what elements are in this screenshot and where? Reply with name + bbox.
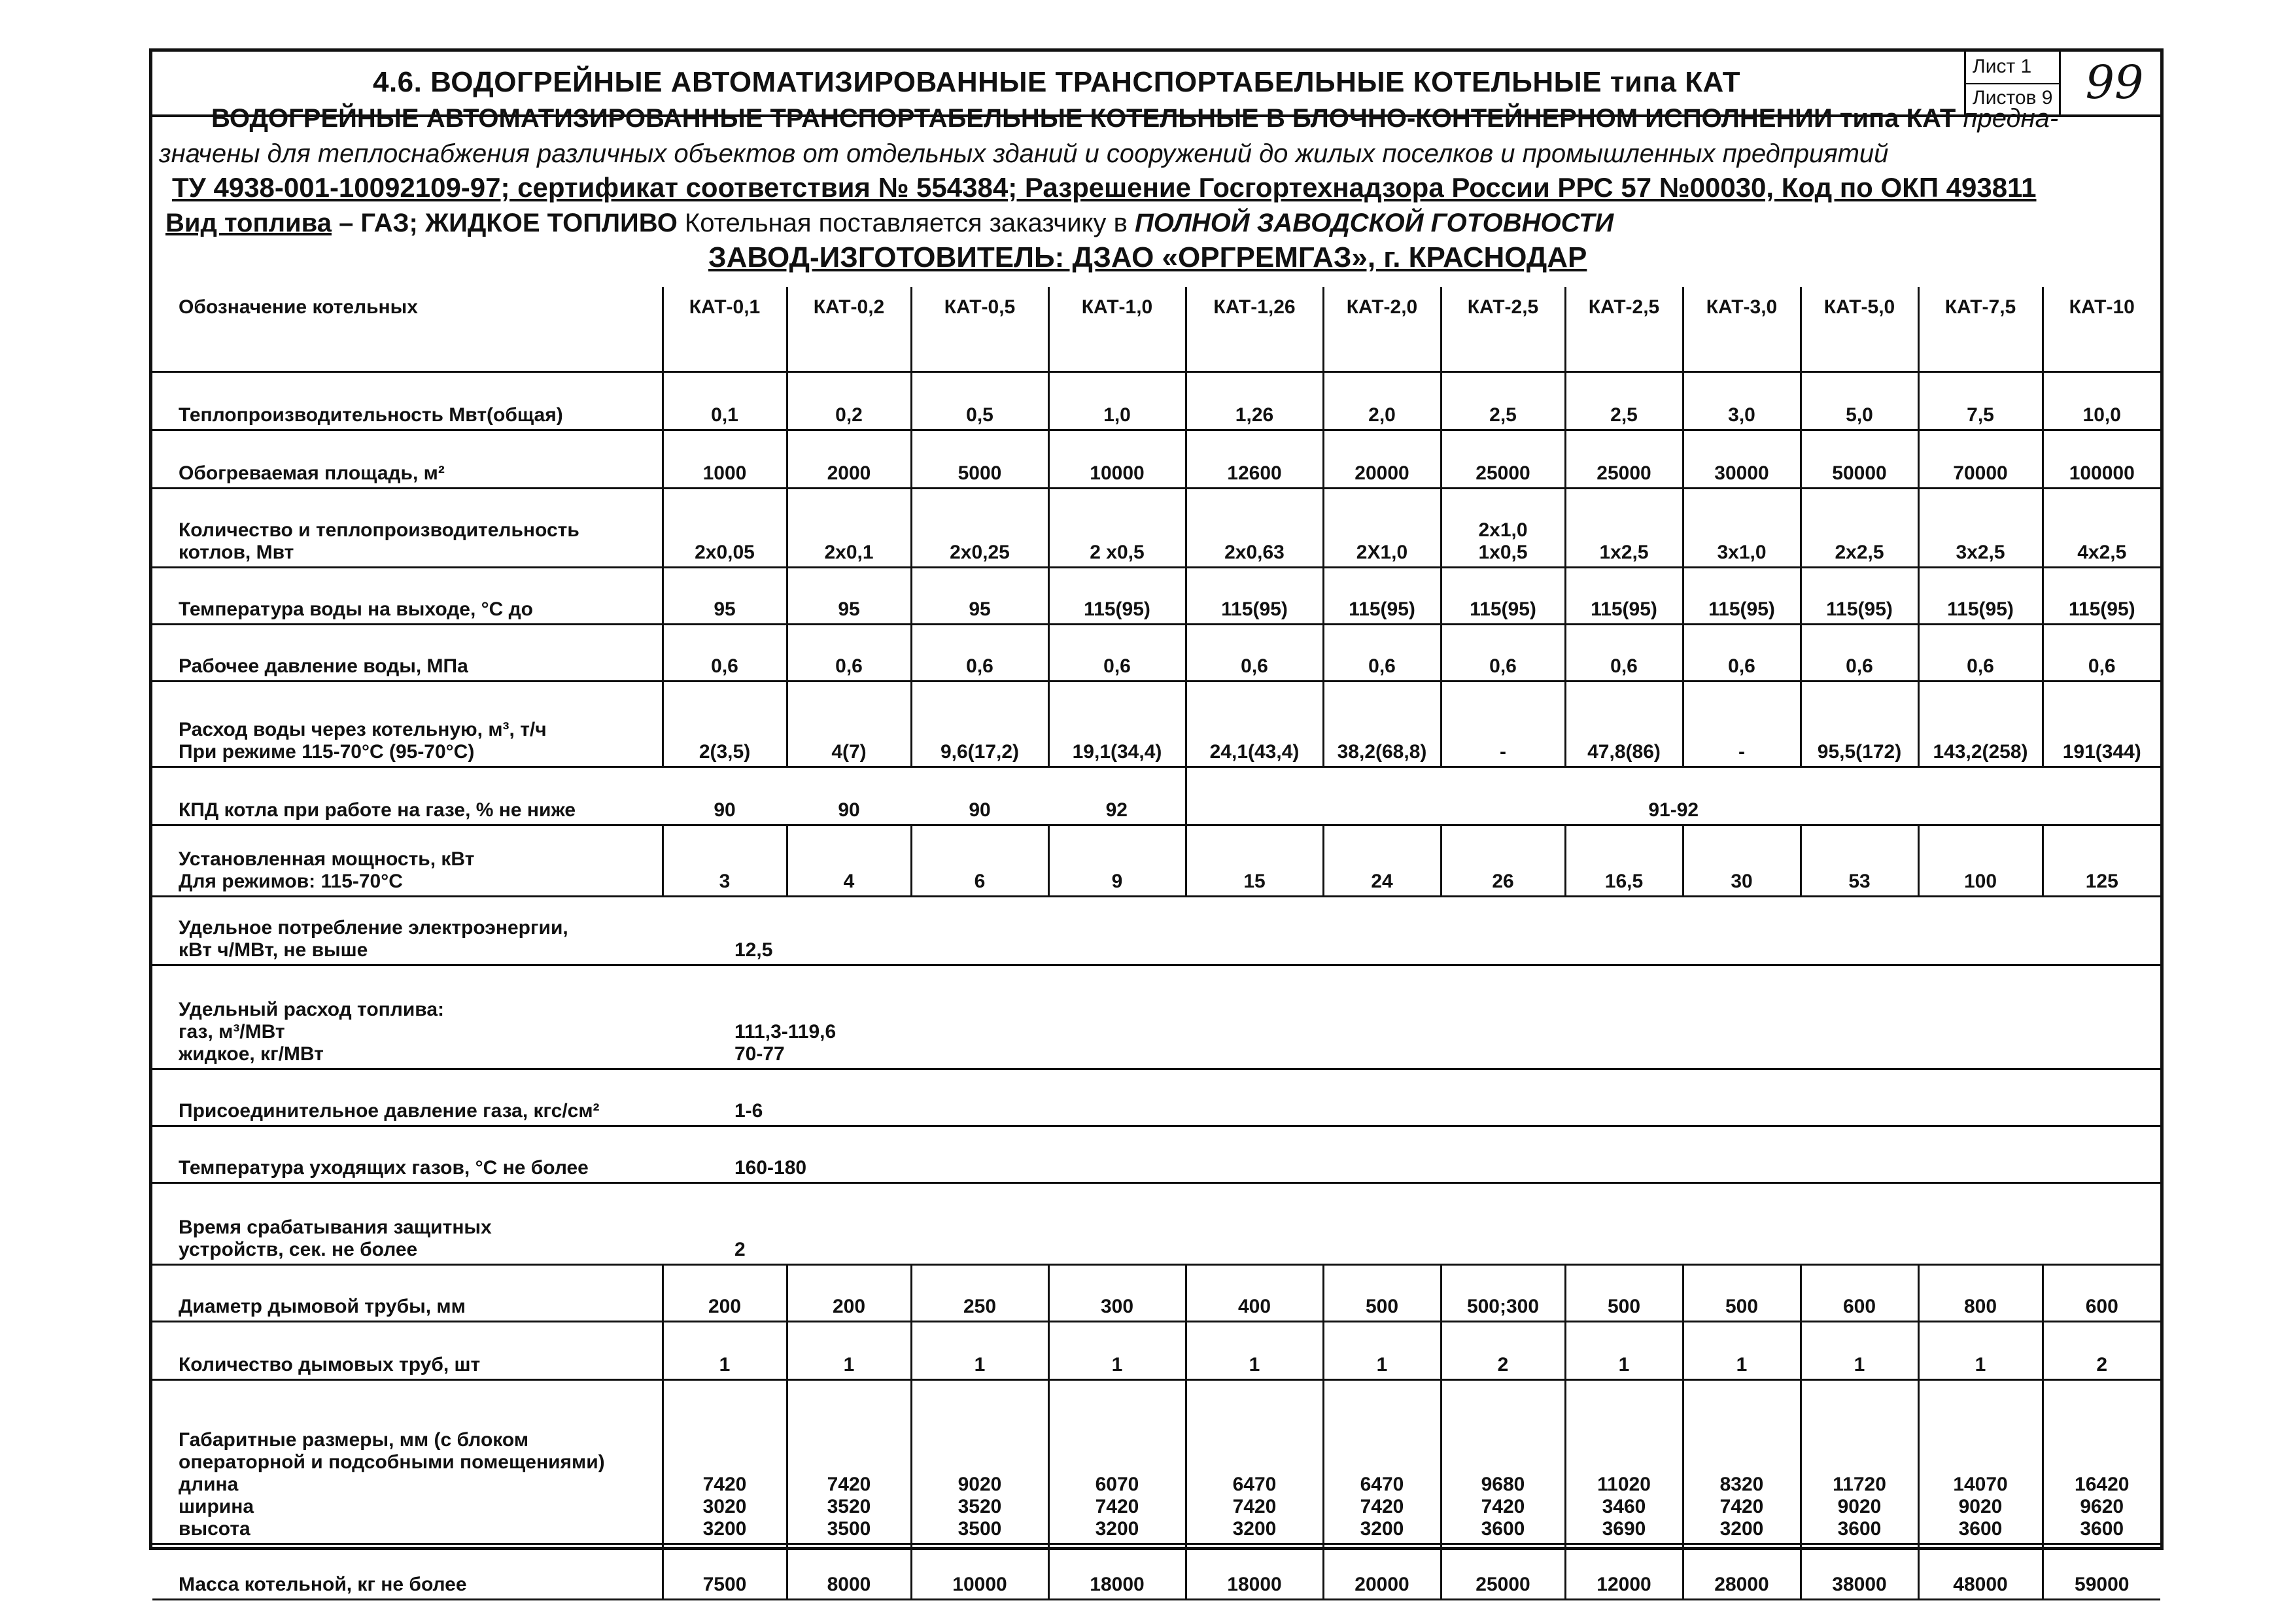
table-cell: 18000 <box>1048 1544 1186 1600</box>
table-cell: 10,0 <box>2043 372 2160 430</box>
table-cell: 2Х1,0 <box>1323 489 1441 568</box>
table-cell: 95 <box>787 568 911 625</box>
column-header: КАТ-1,0 <box>1048 287 1186 372</box>
intro-line-2: значены для теплоснабжения различных объектов от отдельных зданий и сооружений до жилых поселков и промышленных предприятий <box>159 139 1889 168</box>
table-cell: 0,6 <box>1801 625 1918 682</box>
column-header: КАТ-0,1 <box>663 287 787 372</box>
document-sheet <box>149 48 2164 1595</box>
table-cell: 1 <box>1683 1322 1801 1380</box>
manufacturer: ЗАВОД-ИЗГОТОВИТЕЛЬ: ДЗАО «ОРГРЕМГАЗ», г. КРАСНОДАР <box>708 241 1587 273</box>
row-label: Теплопроизводительность Мвт(общая) <box>152 372 663 430</box>
table-cell: 1 <box>787 1322 911 1380</box>
table-row <box>152 1544 2160 1600</box>
table-cell: 2х2,5 <box>1801 489 1918 568</box>
table-cell: 0,6 <box>1441 625 1565 682</box>
table-cell: 115(95) <box>1441 568 1565 625</box>
row-label: Температура воды на выходе, °С до <box>152 568 663 625</box>
page-title: 4.6. ВОДОГРЕЙНЫЕ АВТОМАТИЗИРОВАННЫЕ ТРАНСПОРТАБЕЛЬНЫЕ КОТЕЛЬНЫЕ типа КАТ <box>372 66 1741 98</box>
table-cell: 0,6 <box>1565 625 1683 682</box>
table-header-row <box>152 287 2160 372</box>
table-cell: 1,0 <box>1048 372 1186 430</box>
table-cell: 38000 <box>1801 1544 1918 1600</box>
table-cell: 143,2(258) <box>1918 682 2043 767</box>
table-cell: 9 <box>1048 825 1186 897</box>
column-header: КАТ-5,0 <box>1801 287 1918 372</box>
table-cell: 0,6 <box>911 625 1048 682</box>
table-cell: 38,2(68,8) <box>1323 682 1441 767</box>
table-cell: 48000 <box>1918 1544 2043 1600</box>
table-cell: 115(95) <box>1918 568 2043 625</box>
table-row <box>152 965 2160 1069</box>
table-row <box>152 489 2160 568</box>
table-cell: 18000 <box>1186 1544 1323 1600</box>
intro-line-1 <box>211 104 2058 133</box>
sheet-label: Лист 1 <box>1973 56 2032 77</box>
table-cell: 3,0 <box>1683 372 1801 430</box>
column-header: КАТ-2,5 <box>1565 287 1683 372</box>
table-cell: 6 <box>911 825 1048 897</box>
table-cell: 2х0,1 <box>787 489 911 568</box>
table-cell: 2х0,05 <box>663 489 787 568</box>
table-cell: 500 <box>1565 1265 1683 1322</box>
table-cell: 90 <box>787 767 911 825</box>
table-row <box>152 1126 2160 1183</box>
table-cell: 0,6 <box>1048 625 1186 682</box>
table-cell: 2 <box>1441 1322 1565 1380</box>
row-label: Масса котельной, кг не более <box>152 1544 663 1600</box>
table-cell: 6470 7420 3200 <box>1186 1380 1323 1544</box>
spec-table <box>152 287 2160 1600</box>
table-cell: 15 <box>1186 825 1323 897</box>
table-cell: 4 <box>787 825 911 897</box>
table-cell: 400 <box>1186 1265 1323 1322</box>
table-cell: 600 <box>1801 1265 1918 1322</box>
row-label: Удельный расход топлива: газ, м³/МВт жидкое, кг/МВт <box>152 965 663 1069</box>
table-cell: 53 <box>1801 825 1918 897</box>
table-cell: 14070 9020 3600 <box>1918 1380 2043 1544</box>
table-cell: 19,1(34,4) <box>1048 682 1186 767</box>
row-label: Рабочее давление воды, МПа <box>152 625 663 682</box>
table-cell: 1 <box>1186 1322 1323 1380</box>
table-cell: 6070 7420 3200 <box>1048 1380 1186 1544</box>
table-cell: 2(3,5) <box>663 682 787 767</box>
table-cell: 2х1,0 1х0,5 <box>1441 489 1565 568</box>
table-cell: 2 х0,5 <box>1048 489 1186 568</box>
table-cell: 1-6 <box>663 1069 2160 1126</box>
table-cell: 92 <box>1048 767 1186 825</box>
table-cell: 115(95) <box>2043 568 2160 625</box>
table-cell: 500 <box>1323 1265 1441 1322</box>
table-cell: 12000 <box>1565 1544 1683 1600</box>
table-cell: 59000 <box>2043 1544 2160 1600</box>
table-cell: 115(95) <box>1048 568 1186 625</box>
table-cell: 9,6(17,2) <box>911 682 1048 767</box>
table-cell: 24,1(43,4) <box>1186 682 1323 767</box>
table-cell: 191(344) <box>2043 682 2160 767</box>
table-cell: 2х0,25 <box>911 489 1048 568</box>
table-cell: 90 <box>911 767 1048 825</box>
table-cell: 10000 <box>911 1544 1048 1600</box>
column-header: КАТ-2,0 <box>1323 287 1441 372</box>
table-cell: 7500 <box>663 1544 787 1600</box>
sheets-label: Листов 9 <box>1973 87 2053 109</box>
table-cell: 30000 <box>1683 430 1801 489</box>
delivery-state: ПОЛНОЙ ЗАВОДСКОЙ ГОТОВНОСТИ <box>1134 209 1614 237</box>
row-label: Количество и теплопроизводительность котлов, Мвт <box>152 489 663 568</box>
table-cell: 2,5 <box>1441 372 1565 430</box>
table-cell: 2 <box>2043 1322 2160 1380</box>
table-row <box>152 568 2160 625</box>
table-cell: 1 <box>1048 1322 1186 1380</box>
table-cell: 1 <box>663 1322 787 1380</box>
table-cell: 20000 <box>1323 1544 1441 1600</box>
table-cell: 9680 7420 3600 <box>1441 1380 1565 1544</box>
table-cell: 0,1 <box>663 372 787 430</box>
table-cell: 1 <box>1801 1322 1918 1380</box>
row-label: Время срабатывания защитных устройств, сек. не более <box>152 1183 663 1265</box>
table-cell: 3 <box>663 825 787 897</box>
row-label: Установленная мощность, кВт Для режимов: 115-70°С <box>152 825 663 897</box>
table-cell: 500;300 <box>1441 1265 1565 1322</box>
table-cell: 800 <box>1918 1265 2043 1322</box>
table-cell: 5,0 <box>1801 372 1918 430</box>
table-cell: 11720 9020 3600 <box>1801 1380 1918 1544</box>
table-cell: 0,6 <box>1683 625 1801 682</box>
table-cell: 9020 3520 3500 <box>911 1380 1048 1544</box>
table-cell: 1х2,5 <box>1565 489 1683 568</box>
table-cell: 0,6 <box>787 625 911 682</box>
row-label: Расход воды через котельную, м³, т/ч При режиме 115-70°С (95-70°С) <box>152 682 663 767</box>
table-row <box>152 897 2160 965</box>
column-header: КАТ-2,5 <box>1441 287 1565 372</box>
table-cell: 50000 <box>1801 430 1918 489</box>
table-cell: 25000 <box>1441 1544 1565 1600</box>
table-cell: 91-92 <box>1186 767 2160 825</box>
table-cell: 95,5(172) <box>1801 682 1918 767</box>
table-cell: 1 <box>911 1322 1048 1380</box>
column-header: КАТ-7,5 <box>1918 287 2043 372</box>
table-row <box>152 767 2160 825</box>
fuel-types: – ГАЗ; ЖИДКОЕ ТОПЛИВО <box>331 209 685 237</box>
table-cell: 28000 <box>1683 1544 1801 1600</box>
table-cell: 24 <box>1323 825 1441 897</box>
table-cell: 0,6 <box>2043 625 2160 682</box>
table-cell: 115(95) <box>1323 568 1441 625</box>
row-label: КПД котла при работе на газе, % не ниже <box>152 767 663 825</box>
table-cell: 4(7) <box>787 682 911 767</box>
table-cell: - <box>1441 682 1565 767</box>
column-header: КАТ-1,26 <box>1186 287 1323 372</box>
intro-certificate: ТУ 4938-001-10092109-97; сертификат соответствия № 554384; Разрешение Госгортехнадзора России РРС 57 №00030, Код по ОКП 493811 <box>172 172 2037 203</box>
table-cell: 115(95) <box>1565 568 1683 625</box>
table-cell: 115(95) <box>1801 568 1918 625</box>
table-row <box>152 825 2160 897</box>
table-cell: 115(95) <box>1186 568 1323 625</box>
table-cell: 600 <box>2043 1265 2160 1322</box>
row-label: Диаметр дымовой трубы, мм <box>152 1265 663 1322</box>
table-cell: 20000 <box>1323 430 1441 489</box>
table-cell: 2х0,63 <box>1186 489 1323 568</box>
table-cell: 115(95) <box>1683 568 1801 625</box>
table-cell: 2,0 <box>1323 372 1441 430</box>
table-cell: - <box>1683 682 1801 767</box>
table-row <box>152 625 2160 682</box>
table-cell: 1000 <box>663 430 787 489</box>
table-cell: 0,6 <box>1918 625 2043 682</box>
row-label: Обогреваемая площадь, м² <box>152 430 663 489</box>
table-cell: 0,6 <box>1186 625 1323 682</box>
table-cell: 16420 9620 3600 <box>2043 1380 2160 1544</box>
table-cell: 25000 <box>1565 430 1683 489</box>
table-cell: 95 <box>911 568 1048 625</box>
table-cell: 7,5 <box>1918 372 2043 430</box>
table-cell: 5000 <box>911 430 1048 489</box>
row-label: Присоединительное давление газа, кгс/см² <box>152 1069 663 1126</box>
table-cell: 1 <box>1918 1322 2043 1380</box>
delivery-text: Котельная поставляется заказчику в <box>684 209 1135 237</box>
fuel-label: Вид топлива <box>165 209 332 237</box>
table-cell: 300 <box>1048 1265 1186 1322</box>
intro-fuel <box>165 209 1613 238</box>
table-cell: 250 <box>911 1265 1048 1322</box>
table-cell: 7420 3520 3500 <box>787 1380 911 1544</box>
table-cell: 12,5 <box>663 897 2160 965</box>
table-cell: 6470 7420 3200 <box>1323 1380 1441 1544</box>
table-cell: 200 <box>663 1265 787 1322</box>
page-number: 99 <box>2085 56 2144 109</box>
table-cell: 8320 7420 3200 <box>1683 1380 1801 1544</box>
table-cell: 95 <box>663 568 787 625</box>
table-cell: 500 <box>1683 1265 1801 1322</box>
table-cell: 3х1,0 <box>1683 489 1801 568</box>
table-row <box>152 430 2160 489</box>
table-cell: 70000 <box>1918 430 2043 489</box>
table-cell: 2,5 <box>1565 372 1683 430</box>
table-cell: 100 <box>1918 825 2043 897</box>
table-cell: 3х2,5 <box>1918 489 2043 568</box>
column-header: КАТ-10 <box>2043 287 2160 372</box>
table-cell: 125 <box>2043 825 2160 897</box>
table-cell: 200 <box>787 1265 911 1322</box>
table-cell: 2 <box>663 1183 2160 1265</box>
table-cell: 0,6 <box>663 625 787 682</box>
table-cell: 160-180 <box>663 1126 2160 1183</box>
table-cell: 0,6 <box>1323 625 1441 682</box>
column-header: Обозначение котельных <box>152 287 663 372</box>
table-cell: 90 <box>663 767 787 825</box>
column-header: КАТ-0,2 <box>787 287 911 372</box>
intro-continuation: предна- <box>1956 104 2059 133</box>
table-row <box>152 1380 2160 1544</box>
table-cell: 4х2,5 <box>2043 489 2160 568</box>
table-cell: 1 <box>1565 1322 1683 1380</box>
table-cell: 7420 3020 3200 <box>663 1380 787 1544</box>
table-cell: 0,2 <box>787 372 911 430</box>
row-label: Температура уходящих газов, °С не более <box>152 1126 663 1183</box>
table-cell: 1,26 <box>1186 372 1323 430</box>
column-header: КАТ-3,0 <box>1683 287 1801 372</box>
table-row <box>152 1069 2160 1126</box>
table-row <box>152 1322 2160 1380</box>
row-label: Количество дымовых труб, шт <box>152 1322 663 1380</box>
row-label: Удельное потребление электроэнергии, кВт ч/МВт, не выше <box>152 897 663 965</box>
table-cell: 8000 <box>787 1544 911 1600</box>
table-cell: 26 <box>1441 825 1565 897</box>
table-cell: 30 <box>1683 825 1801 897</box>
table-cell: 2000 <box>787 430 911 489</box>
row-label: Габаритные размеры, мм (с блоком операторной и подсобными помещениями) длина ширина высота <box>152 1380 663 1544</box>
table-cell: 16,5 <box>1565 825 1683 897</box>
table-row <box>152 682 2160 767</box>
table-cell: 111,3-119,6 70-77 <box>663 965 2160 1069</box>
table-row <box>152 1183 2160 1265</box>
table-cell: 11020 3460 3690 <box>1565 1380 1683 1544</box>
table-cell: 25000 <box>1441 430 1565 489</box>
table-row <box>152 372 2160 430</box>
table-cell: 10000 <box>1048 430 1186 489</box>
table-row <box>152 1265 2160 1322</box>
table-cell: 100000 <box>2043 430 2160 489</box>
table-cell: 47,8(86) <box>1565 682 1683 767</box>
table-cell: 12600 <box>1186 430 1323 489</box>
table-cell: 0,5 <box>911 372 1048 430</box>
column-header: КАТ-0,5 <box>911 287 1048 372</box>
intro-heading: ВОДОГРЕЙНЫЕ АВТОМАТИЗИРОВАННЫЕ ТРАНСПОРТАБЕЛЬНЫЕ КОТЕЛЬНЫЕ В БЛОЧНО-КОНТЕЙНЕРНОМ ИСПОЛНЕНИИ типа КАТ <box>211 104 1956 133</box>
table-cell: 1 <box>1323 1322 1441 1380</box>
